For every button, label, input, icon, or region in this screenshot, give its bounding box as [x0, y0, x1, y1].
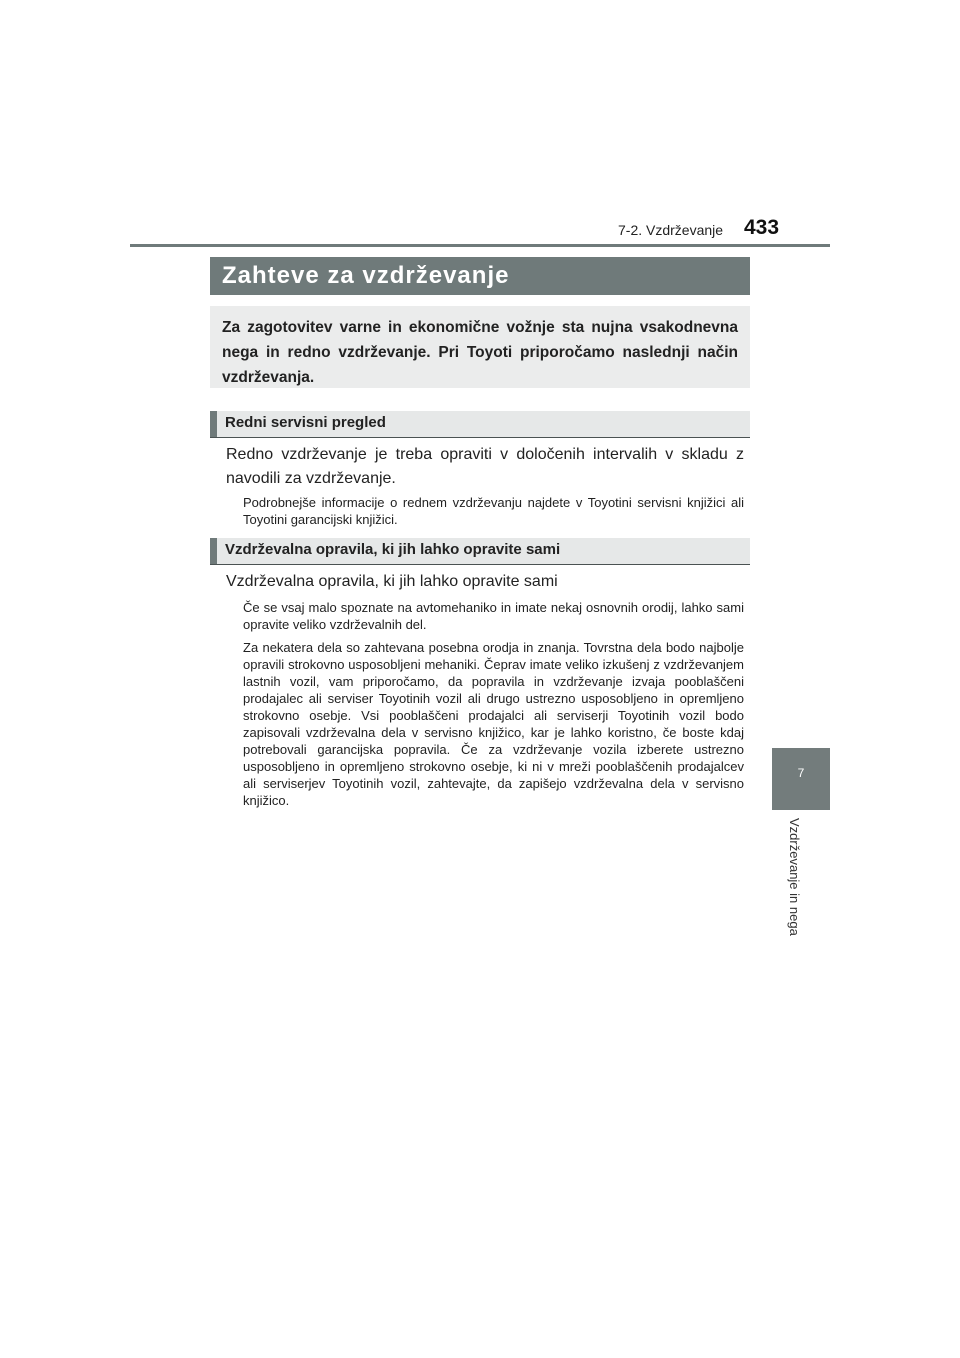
chapter-title-vertical: Vzdrževanje in nega	[787, 818, 802, 936]
body-paragraph: Vzdrževalna opravila, ki jih lahko opravite sami	[226, 573, 558, 590]
subheading-diy-maintenance	[210, 538, 750, 565]
note-paragraph: Podrobnejše informacije o rednem vzdrževanju najdete v Toyotini servisni knjižici ali Toyotini garancijski knjižici.	[243, 495, 744, 527]
body-paragraph: Redno vzdrževanje je treba opraviti v določenih intervalih v skladu z navodili za vzdrževanje.	[226, 446, 744, 487]
note-paragraph: Če se vsaj malo spoznate na avtomehaniko in imate nekaj osnovnih orodij, lahko sami opravite veliko vzdrževalnih del.	[243, 600, 744, 632]
subheading-label: Redni servisni pregled	[225, 414, 386, 431]
header-divider	[130, 244, 830, 247]
intro-text: Za zagotovitev varne in ekonomične vožnje sta nujna vsakodnevna nega in redno vzdrževanje. Pri Toyoti priporočamo naslednji način vzdrževanja.	[222, 319, 738, 386]
main-title-bar	[210, 257, 750, 295]
chapter-tab	[772, 748, 830, 810]
intro-box	[210, 306, 750, 388]
subheading-regular-service	[210, 411, 750, 438]
page-number: 433	[744, 216, 780, 239]
subheading-marker	[210, 538, 217, 564]
subheading-label: Vzdrževalna opravila, ki jih lahko opravite sami	[225, 541, 561, 558]
subheading-marker	[210, 411, 217, 437]
header-section-title: 7-2. Vzdrževanje	[618, 222, 724, 238]
chapter-number: 7	[797, 766, 805, 780]
page-title: Zahteve za vzdrževanje	[222, 262, 510, 289]
note-paragraph: Za nekatera dela so zahtevana posebna orodja in znanja. Tovrstna dela bodo najbolje opravili strokovno usposobljeni mehaniki. Čeprav imate veliko izkušenj z vzdrževanjem lastnih vozil, vam priporočamo, da popravila in vzdrževanje izvaja pooblaščeni prodajalec ali serviser Toyotinih vozil ali drugo ustrezno usposobljeno in opremljeno strokovno osebje. Vsi pooblaščeni prodajalci ali serviserji Toyotinih vozil bodo zapisovali vzdrževalna dela v servisno knjižico, kar je lahko koristno, če boste kdaj potrebovali garancijska popravila. Če za vzdrževanje vozila izberete ustrezno usposobljeno in opremljeno strokovno osebje, ki ni v mreži pooblaščenih prodajalcev ali serviserjev Toyotinih vozil, zahtevajte, da zapišejo vzdrževalna dela v servisno knjižico.	[243, 640, 744, 808]
